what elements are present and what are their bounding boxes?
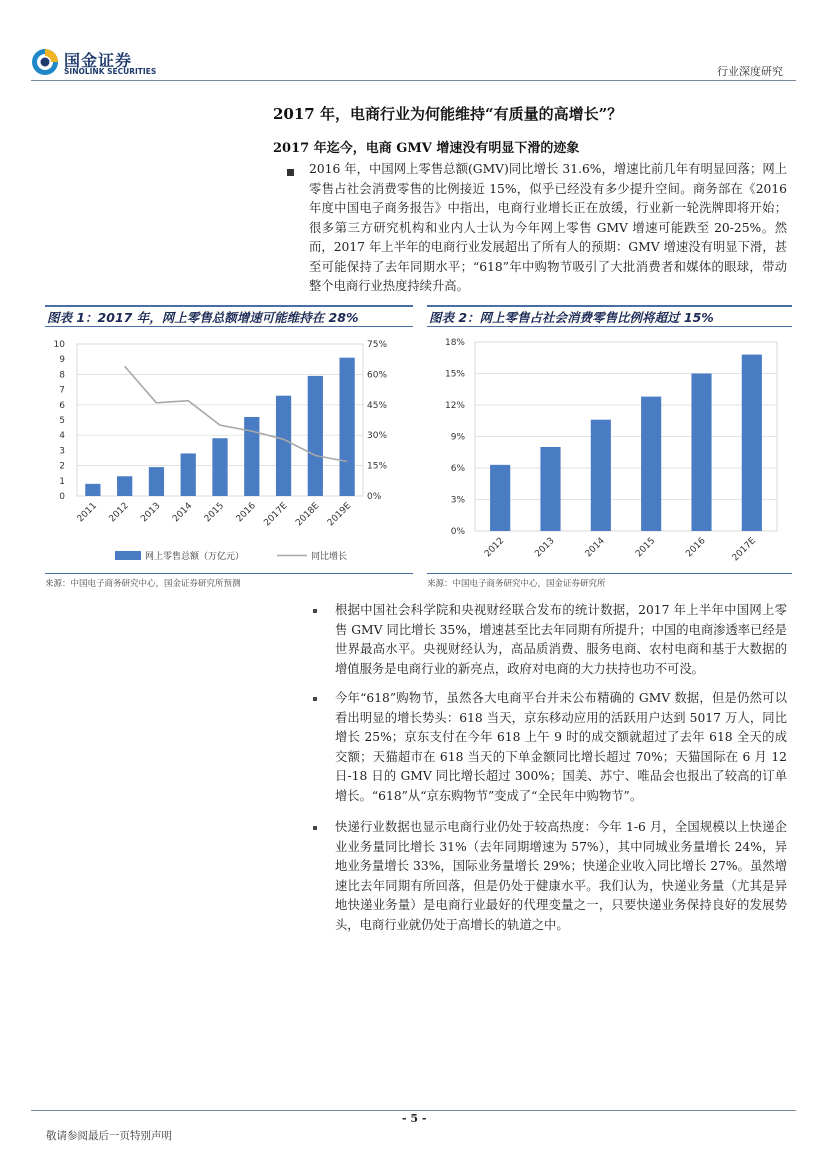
- x-tick: 2015: [634, 536, 658, 560]
- y-tick: 3%: [450, 495, 465, 506]
- y-tick: 0%: [450, 527, 465, 537]
- y-tick: 18%: [444, 338, 465, 348]
- bullet-icon: [313, 826, 317, 830]
- y-tick: 12%: [444, 401, 465, 411]
- paragraph-express-delivery: 快递行业数据也显示电商行业仍处于较高热度：今年 1-6 月，全国规模以上快递企业业务量同比增长 31%（去年同期增速为 57%），其中同城业务量增长 24%，异地业务量增长 33%，国际业务量增长 29%；快递企业收入同比增长 27%。虽然增速比去年同期有所回落，但是仍处于健康水平。我们认为，快递业务量（尤其是异地快递业务量）是电商行业最好的代理变量之一，只要快递业务保持良好的发展势头，电商行业就仍处于高增长的轨道之中。: [335, 820, 787, 932]
- x-tick: 2012: [107, 501, 131, 525]
- logo-name-en: SINOLINK SECURITIES: [64, 67, 157, 76]
- x-tick: 2016: [684, 536, 708, 560]
- chart-bar: [308, 376, 323, 496]
- footer-disclaimer: 敬请参阅最后一页特别声明: [46, 1130, 172, 1142]
- header-divider: [31, 80, 796, 81]
- chart-bar: [276, 396, 291, 496]
- y-tick-left: 1: [59, 476, 65, 487]
- y-tick-left: 5: [59, 416, 65, 426]
- figure-2-chart: [427, 330, 792, 573]
- chart-bar: [244, 417, 259, 496]
- section-title: 2017 年，电商行业为何能维持“有质量的高增长”？: [273, 105, 623, 123]
- y-tick-right: 60%: [367, 370, 388, 381]
- chart-bar: [641, 397, 661, 531]
- y-tick-right: 45%: [367, 400, 388, 411]
- chart-bar: [691, 374, 711, 532]
- bullet-icon: [313, 697, 317, 701]
- x-tick: 2011: [75, 501, 100, 525]
- y-tick-left: 4: [59, 431, 65, 442]
- chart-bar: [212, 438, 227, 496]
- x-tick: 2018E: [294, 501, 322, 529]
- logo-name-cn: 国金证券: [64, 51, 133, 70]
- x-tick: 2015: [202, 501, 227, 525]
- y-tick-left: 7: [59, 385, 65, 396]
- figure-1-source: 来源：中国电子商务研究中心，国金证券研究所预测: [45, 579, 241, 589]
- report-type: 行业深度研究: [717, 65, 783, 78]
- page-number: - 5 -: [402, 1112, 427, 1125]
- x-tick: 2019E: [325, 501, 354, 529]
- y-tick-right: 0%: [367, 492, 382, 502]
- y-tick: 6%: [450, 464, 465, 474]
- chart-bar: [85, 484, 100, 496]
- y-tick-right: 15%: [367, 461, 388, 472]
- figure-2-bottom-rule: [427, 573, 792, 574]
- figure-1-chart: [45, 330, 413, 573]
- company-logo-icon: [31, 48, 59, 76]
- figure-2-source: 来源：中国电子商务研究中心，国金证券研究所: [427, 579, 606, 589]
- y-tick-left: 3: [59, 446, 65, 457]
- x-tick: 2014: [171, 501, 195, 525]
- chart-bar: [540, 447, 560, 531]
- y-tick-left: 9: [59, 355, 65, 366]
- x-tick: 2013: [533, 536, 557, 560]
- chart-bar: [339, 358, 354, 496]
- x-tick: 2017E: [262, 501, 290, 529]
- footer-divider: [31, 1110, 796, 1111]
- y-tick-left: 6: [59, 400, 65, 411]
- x-tick: 2016: [234, 501, 258, 525]
- figure-1-bottom-rule: [45, 573, 413, 574]
- legend-bar-label: 网上零售总额（万亿元）: [145, 552, 245, 562]
- intro-paragraph: 2016 年，中国网上零售总额(GMV)同比增长 31.6%，增速比前几年有明显回落；网上零售占社会消费零售的比例接近 15%，似乎已经没有多少提升空间。商务部在《2016 年度中国电子商务报告》中指出，电商行业增长正在放缓，行业新一轮洗牌即将开始；很多第三方研究机构和业内人士认为今年网上零售 GMV 增速可能跌至 20-25%。然而，2017 年上半年的电商行业发展超出了所有人的预期：GMV 增速没有明显下滑，甚至可能保持了去年同期水平；“618”年中购物节吸引了大批消费者和媒体的眼球，带动整个电商行业热度持续升高。: [309, 162, 787, 293]
- legend-line-label: 同比增长: [311, 552, 348, 562]
- chart-bar: [742, 355, 762, 531]
- section-subtitle: 2017 年迄今，电商 GMV 增速没有明显下滑的迹象: [273, 141, 580, 156]
- figure-1-title: 图表 1：2017 年，网上零售总额增速可能维持在 28%: [45, 305, 413, 327]
- y-tick-left: 8: [59, 370, 65, 381]
- x-tick: 2017E: [730, 536, 758, 564]
- chart-bar: [117, 476, 132, 496]
- chart-bar: [591, 420, 611, 531]
- x-tick: 2013: [139, 501, 163, 525]
- y-tick-right: 75%: [367, 340, 388, 350]
- y-tick-right: 30%: [367, 431, 388, 442]
- legend-bar-swatch: [115, 551, 141, 560]
- y-tick: 15%: [444, 369, 465, 380]
- chart-bar: [149, 467, 164, 496]
- y-tick: 9%: [450, 432, 465, 443]
- bullet-icon: [313, 609, 317, 613]
- y-tick-left: 2: [59, 461, 65, 472]
- chart-bar: [490, 465, 510, 531]
- x-tick: 2014: [583, 536, 607, 560]
- x-tick: 2012: [483, 536, 507, 560]
- bullet-icon: [287, 169, 294, 176]
- paragraph-cass-data: 根据中国社会科学院和央视财经联合发布的统计数据，2017 年上半年中国网上零售 GMV 同比增长 35%，增速甚至比去年同期有所提升；中国的电商渗透率已经是世界最高水平。央视财经认为，高品质消费、服务电商、农村电商和基于大数据的增值服务是电商行业的新亮点，政府对电商的大力扶持也功不可没。: [335, 603, 787, 676]
- chart-bar: [181, 453, 196, 496]
- y-tick-left: 0: [59, 492, 65, 502]
- y-tick-left: 10: [53, 340, 65, 350]
- paragraph-618-festival: 今年“618”购物节，虽然各大电商平台并未公布精确的 GMV 数据，但是仍然可以看出明显的增长势头：618 当天，京东移动应用的活跃用户达到 5017 万人，同比增长 25%；京东支付在今年 618 上午 9 时的成交额就超过了去年 618 全天的成交额；天猫超市在 618 当天的下单金额同比增长超过 70%；天猫国际在 6 月 12 日-18 日的 GMV 同比增长超过 300%；国美、苏宁、唯品会也报出了较高的订单增长。“618”从“京东购物节”变成了“全民年中购物节”。: [335, 691, 787, 803]
- figure-2-title: 图表 2：网上零售占社会消费零售比例将超过 15%: [427, 305, 792, 327]
